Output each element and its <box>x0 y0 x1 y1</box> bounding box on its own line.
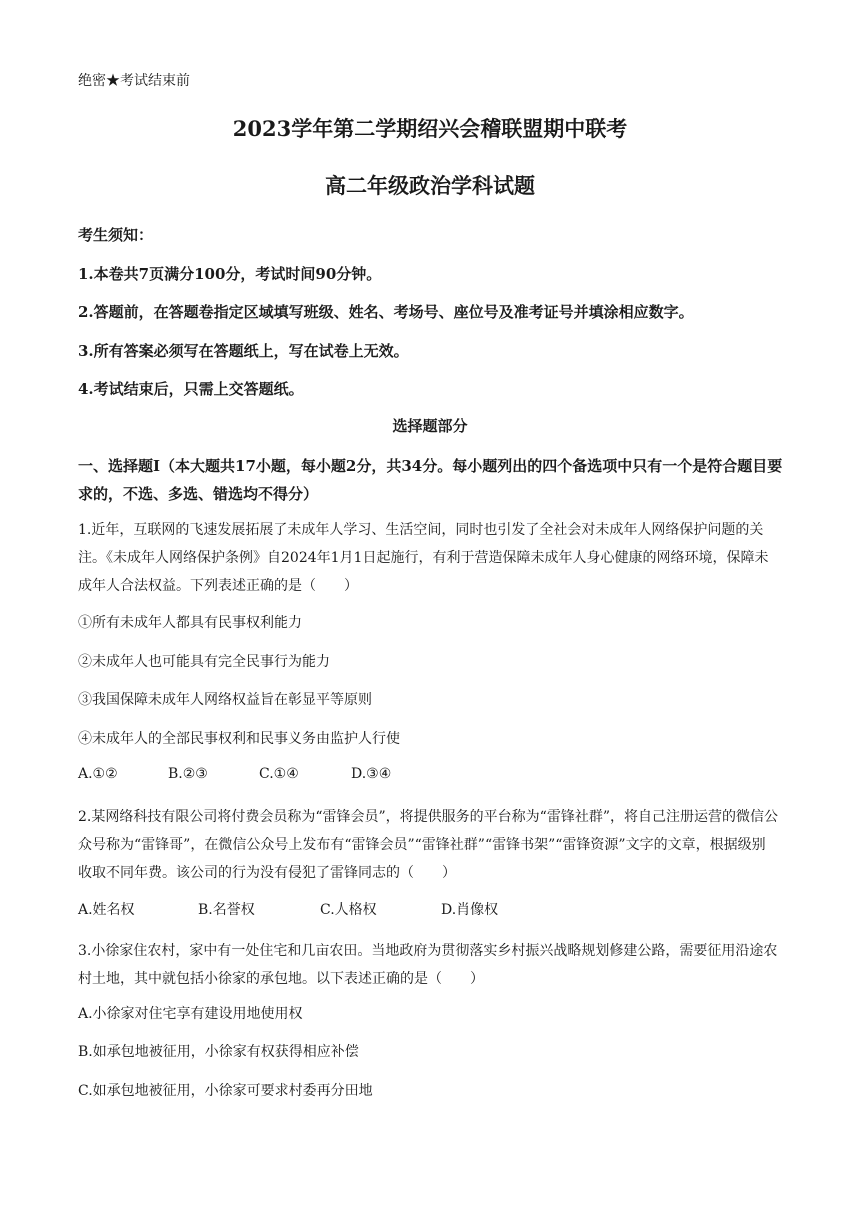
question-1-statement-1: ①所有未成年人都具有民事权利能力 <box>78 615 302 631</box>
question-1-choice-b: B.②③ <box>168 766 208 782</box>
question-1-choice-d: D.③④ <box>351 766 392 782</box>
question-1-choice-c: C.①④ <box>259 766 299 782</box>
question-3-choice-c: C.如承包地被征用，小徐家可要求村委再分田地 <box>78 1083 373 1099</box>
question-2-choice-c: C.人格权 <box>320 902 377 918</box>
question-1-choice-a: A.①② <box>78 766 118 782</box>
notice-item-2: 2.答题前，在答题卷指定区域填写班级、姓名、考场号、座位号及准考证号并填涂相应数字。 <box>78 303 694 321</box>
exam-title: 2023学年第二学期绍兴会稽联盟期中联考 <box>232 116 628 141</box>
notice-item-4: 4.考试结束后，只需上交答题纸。 <box>78 380 304 398</box>
exam-subtitle: 高二年级政治学科试题 <box>325 173 535 198</box>
question-3-choice-a: A.小徐家对住宅享有建设用地使用权 <box>78 1006 303 1022</box>
question-2-stem: 2.某网络科技有限公司将付费会员称为“雷锋会员”，将提供服务的平台称为“雷锋社群”，将自己注册运营的微信公众号称为“雷锋哥”，在微信公众号上发布有“雷锋会员”“雷锋社群”“雷锋书架”“雷锋资源”文字的文章，根据级别收取不同年费。该公司的行为没有侵犯了雷锋同志的（ ） <box>78 809 778 881</box>
notice-item-1: 1.本卷共7页满分100分，考试时间90分钟。 <box>78 265 382 283</box>
question-1-stem: 1.近年，互联网的飞速发展拓展了未成年人学习、生活空间，同时也引发了全社会对未成年人网络保护问题的关注。《未成年人网络保护条例》自2024年1月1日起施行，有利于营造保障未成年人身心健康的网络环境，保障未成年人合法权益。下列表述正确的是（ ） <box>78 522 769 594</box>
question-3-choice-b: B.如承包地被征用，小徐家有权获得相应补偿 <box>78 1044 359 1060</box>
question-2-choice-d: D.肖像权 <box>441 902 499 918</box>
notice-heading: 考生须知： <box>78 226 154 244</box>
question-3-stem: 3.小徐家住农村，家中有一处住宅和几亩农田。当地政府为贯彻落实乡村振兴战略规划修建公路，需要征用沿途农村土地，其中就包括小徐家的承包地。以下表述正确的是（ ） <box>78 943 778 987</box>
confidential-label: 绝密★考试结束前 <box>78 73 190 89</box>
question-1-statement-4: ④未成年人的全部民事权利和民事义务由监护人行使 <box>78 731 400 747</box>
section-title: 选择题部分 <box>392 417 468 435</box>
question-2-choice-b: B.名誉权 <box>198 902 255 918</box>
part-title: 一、选择题Ⅰ（本大题共17小题，每小题2分，共34分。每小题列出的四个备选项中只有一个是符合题目要求的，不选、多选、错选均不得分） <box>78 457 783 503</box>
question-1-statement-3: ③我国保障未成年人网络权益旨在彰显平等原则 <box>78 692 372 708</box>
question-1-statement-2: ②未成年人也可能具有完全民事行为能力 <box>78 654 330 670</box>
question-2-choice-a: A.姓名权 <box>78 902 135 918</box>
notice-item-3: 3.所有答案必须写在答题纸上，写在试卷上无效。 <box>78 342 409 360</box>
